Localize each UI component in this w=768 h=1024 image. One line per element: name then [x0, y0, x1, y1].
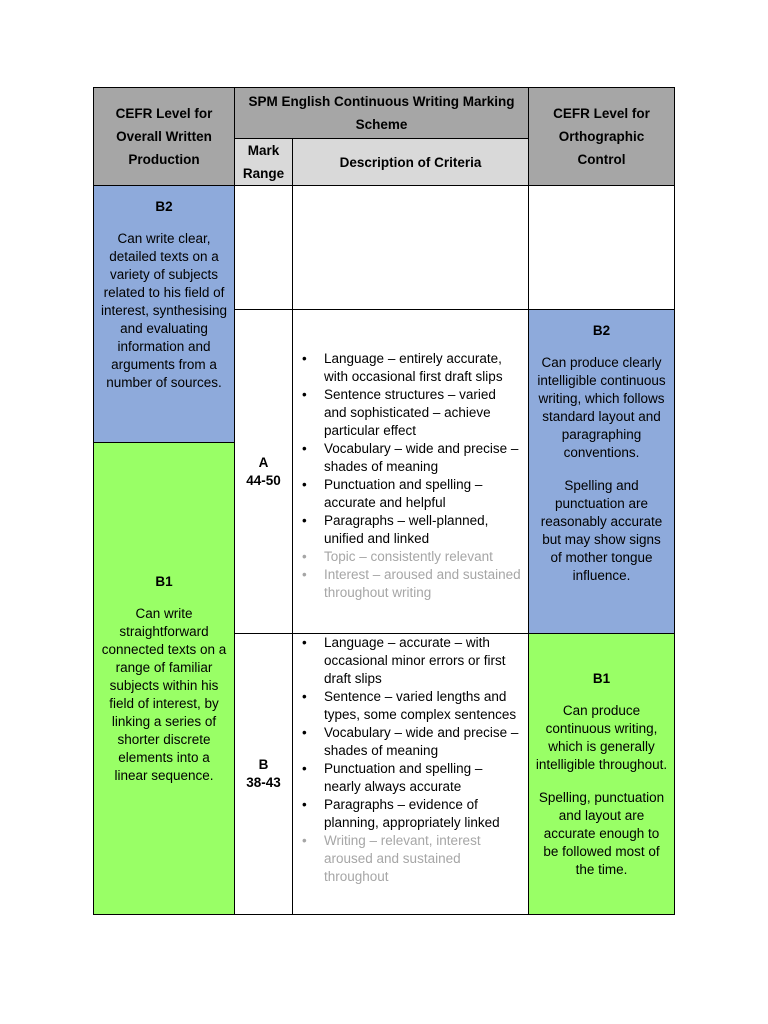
left-b1-cell [93, 442, 235, 915]
header-description [292, 138, 529, 186]
right-b2-text1: Can produce clearly intelligible continuous writing, which follows standard layout and paragraphing conventions. [537, 355, 666, 460]
header-description-label: Description of Criteria [339, 154, 482, 170]
right-b2-cell [528, 309, 675, 634]
grade-a-letter: A [258, 454, 269, 470]
grade-b-criteria-list [293, 634, 528, 886]
criteria-item: • Sentence – varied lengths and types, some complex sentences [324, 688, 528, 724]
criteria-item: • Sentence structures – varied and sophisticated – achieve particular effect [324, 386, 528, 440]
empty-orthographic-cell [528, 185, 675, 310]
right-b1-level: B1 [592, 670, 611, 686]
header-cefr-overall-label: CEFR Level for Overall Written Production [115, 106, 213, 167]
header-spm-scheme [234, 87, 529, 139]
criteria-item: • Punctuation and spelling – nearly always accurate [324, 760, 528, 796]
criteria-item: • Paragraphs – evidence of planning, appropriately linked [324, 796, 528, 832]
header-mark-range-label: Mark Range [242, 143, 285, 181]
left-b1-level: B1 [155, 573, 173, 589]
grade-b-criteria [292, 633, 529, 915]
criteria-item: • Punctuation and spelling – accurate and helpful [324, 476, 528, 512]
left-b1-text: Can write straightforward connected texts on a range of familiar subjects within his field of interest, by linking a series of shorter discrete elements into a linear sequence. [101, 605, 227, 783]
right-b2-level: B2 [592, 323, 611, 338]
header-mark-range [234, 138, 293, 186]
header-spm-scheme-label: SPM English Continuous Writing Marking Scheme [248, 94, 515, 132]
criteria-item: • Vocabulary – wide and precise – shades of meaning [324, 440, 528, 476]
empty-mark-cell [234, 185, 293, 310]
grade-b-range: 38-43 [246, 775, 281, 790]
grade-a-cell [234, 309, 293, 634]
grade-b-letter: B [258, 757, 269, 772]
criteria-item: • Paragraphs – well-planned, unified and linked [324, 512, 528, 548]
criteria-item: • Language – accurate – with occasional minor errors or first draft slips [324, 634, 528, 688]
header-cefr-overall [93, 87, 235, 186]
right-b1-text1: Can produce continuous writing, which is generally intelligible throughout. [535, 702, 668, 772]
header-cefr-orthographic [528, 87, 675, 186]
left-b2-cell [93, 185, 235, 443]
criteria-item: • Vocabulary – wide and precise – shades of meaning [324, 724, 528, 760]
right-b2-text2: Spelling and punctuation are reasonably accurate but may show signs of mother tongue influence. [540, 478, 663, 583]
criteria-item: • Writing – relevant, interest aroused and sustained throughout [324, 832, 528, 886]
grade-a-criteria-list [293, 350, 528, 602]
grade-a-range: 44-50 [246, 472, 281, 488]
criteria-item: • Language – entirely accurate, with occasional first draft slips [324, 350, 528, 386]
empty-criteria-cell [292, 185, 529, 310]
criteria-item: • Interest – aroused and sustained throughout writing [324, 566, 528, 602]
grade-b-cell [234, 633, 293, 915]
right-b1-cell [528, 633, 675, 915]
grade-a-criteria [292, 309, 529, 634]
header-cefr-orthographic-label: CEFR Level for Orthographic Control [553, 106, 650, 167]
left-b2-level: B2 [155, 199, 173, 214]
right-b1-text2: Spelling, punctuation and layout are accurate enough to be followed most of the time. [538, 789, 665, 877]
criteria-item: • Topic – consistently relevant [324, 548, 528, 566]
left-b2-text: Can write clear, detailed texts on a variety of subjects related to his field of interest, synthesising and evaluating information and arguments from a number of sources. [100, 231, 228, 390]
